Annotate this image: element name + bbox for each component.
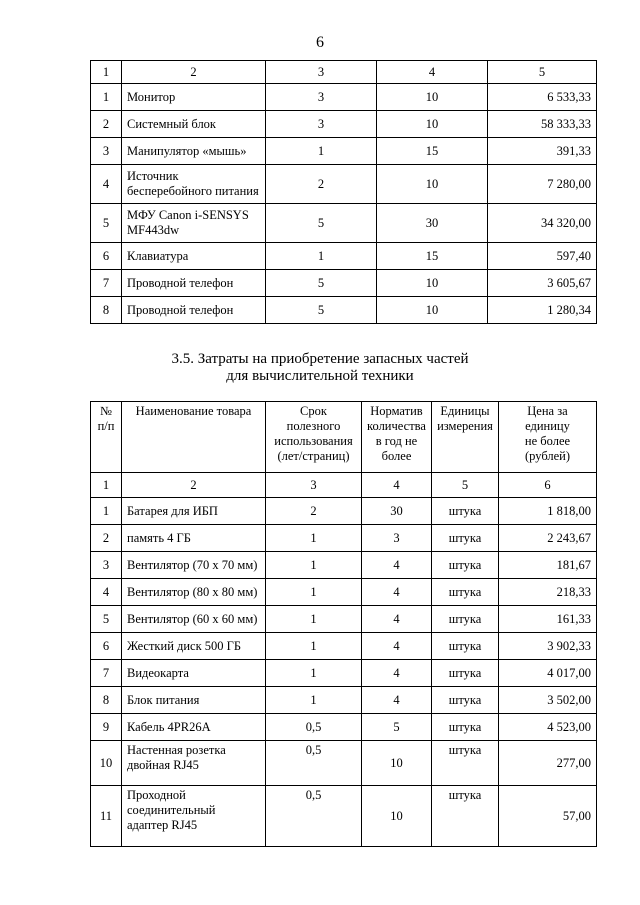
item-name [122,243,266,270]
service-life: 1 [266,552,362,579]
item-name-line: Настенная розетка [127,743,226,757]
quantity-norm: 4 [362,552,432,579]
unit-price: 4 523,00 [499,714,597,741]
unit-price: 57,00 [499,786,597,847]
unit-of-measure: штука [432,786,499,847]
service-life: 5 [266,270,377,297]
item-name-line: MF443dw [127,223,180,237]
service-life: 1 [266,660,362,687]
quantity-norm: 15 [377,243,488,270]
item-name-line: Вентилятор (60 х 60 мм) [127,611,258,626]
quantity-norm: 4 [362,579,432,606]
table-row [91,552,597,579]
table-row [91,297,597,324]
item-name [122,786,266,847]
column-index: 3 [266,473,362,498]
header-price-line: не более [524,434,571,448]
quantity-norm: 15 [377,138,488,165]
header-norm-line: более [381,449,412,463]
item-name [122,204,266,243]
quantity-norm: 10 [362,786,432,847]
item-name-line: Системный блок [127,116,217,131]
header-norm-line: Норматив [370,404,423,418]
header-term-line: использования [274,434,353,448]
item-name [122,660,266,687]
item-name-line: Манипулятор «мышь» [127,143,247,158]
table-row [91,525,597,552]
table-row [91,138,597,165]
header-name-line: Наименование товара [135,404,252,418]
quantity-norm: 30 [362,498,432,525]
service-life: 5 [266,297,377,324]
header-term-line: полезного [286,419,341,433]
item-name [122,687,266,714]
row-number: 8 [91,687,122,714]
row-number: 10 [91,741,122,786]
row-number: 3 [91,552,122,579]
quantity-norm: 10 [377,165,488,204]
item-name [122,165,266,204]
item-name-line: Видеокарта [127,665,189,680]
spare-parts-table [90,401,597,847]
row-number: 6 [91,633,122,660]
header-term-line: (лет/страниц) [277,449,350,463]
service-life: 0,5 [266,786,362,847]
item-name [122,138,266,165]
quantity-norm: 5 [362,714,432,741]
quantity-norm: 4 [362,687,432,714]
item-name-line: Источник [127,169,179,183]
column-index: 6 [499,473,597,498]
unit-price: 2 243,67 [499,525,597,552]
header-norm-line: количества [367,419,426,433]
unit-price: 1 818,00 [499,498,597,525]
row-number: 5 [91,606,122,633]
row-number: 1 [91,84,122,111]
row-number: 4 [91,165,122,204]
unit-price: 3 502,00 [499,687,597,714]
header-num-line: № [100,404,112,418]
table-row [91,786,597,847]
quantity-norm: 10 [377,111,488,138]
section-title-line2: для вычислительной техники [226,368,414,384]
row-number: 6 [91,243,122,270]
quantity-norm: 30 [377,204,488,243]
section-title [0,351,640,385]
item-name-line: МФУ Canon i-SENSYS [127,208,249,222]
item-name-line: память 4 ГБ [127,530,191,545]
item-name-line: двойная RJ45 [127,758,199,772]
item-name-line: Вентилятор (80 х 80 мм) [127,584,258,599]
row-number: 2 [91,111,122,138]
unit-price: 161,33 [499,606,597,633]
item-name [122,552,266,579]
table-row [91,714,597,741]
unit-of-measure: штука [432,525,499,552]
unit-of-measure: штука [432,633,499,660]
unit-price: 181,67 [499,552,597,579]
service-life: 1 [266,525,362,552]
header-term-line: Срок [300,404,327,418]
item-name [122,498,266,525]
header-term [266,402,362,473]
service-life: 3 [266,84,377,111]
unit-price: 7 280,00 [488,165,597,204]
item-name-line: Проходной [127,788,186,802]
unit-price: 4 017,00 [499,660,597,687]
item-name [122,606,266,633]
item-name-line: Батарея для ИБП [127,503,218,518]
service-life: 0,5 [266,714,362,741]
row-number: 8 [91,297,122,324]
header-unit [432,402,499,473]
unit-price: 3 902,33 [499,633,597,660]
table-row [91,165,597,204]
item-name-line: Проводной телефон [127,275,234,290]
service-life: 2 [266,165,377,204]
service-life: 1 [266,138,377,165]
service-life: 5 [266,204,377,243]
item-name-line: Кабель 4PR26A [127,719,211,734]
item-name [122,525,266,552]
header-price-line: Цена за [527,404,568,418]
item-name [122,111,266,138]
header-unit-line: Единицы [440,404,490,418]
header-num-line: п/п [97,419,115,433]
item-name [122,633,266,660]
header-unit-line: измерения [437,419,493,433]
column-index: 1 [91,61,122,84]
quantity-norm: 10 [377,84,488,111]
item-name-line: бесперебойного питания [127,184,259,198]
header-num [91,402,122,473]
unit-of-measure: штука [432,687,499,714]
unit-price: 58 333,33 [488,111,597,138]
unit-price: 597,40 [488,243,597,270]
quantity-norm: 4 [362,660,432,687]
item-name-line: Жесткий диск 500 ГБ [127,638,242,653]
unit-price: 218,33 [499,579,597,606]
page-number: 6 [316,34,324,51]
service-life: 0,5 [266,741,362,786]
item-name-line: Вентилятор (70 х 70 мм) [127,557,258,572]
item-name-line: соединительный [127,803,216,817]
row-number: 11 [91,786,122,847]
service-life: 1 [266,243,377,270]
quantity-norm: 10 [377,297,488,324]
row-number: 3 [91,138,122,165]
quantity-norm: 4 [362,606,432,633]
unit-price: 1 280,34 [488,297,597,324]
quantity-norm: 3 [362,525,432,552]
column-index: 1 [91,473,122,498]
service-life: 1 [266,579,362,606]
unit-of-measure: штука [432,660,499,687]
table-row [91,84,597,111]
service-life: 1 [266,633,362,660]
service-life: 3 [266,111,377,138]
table-row [91,633,597,660]
item-name-line: Клавиатура [127,248,189,263]
column-index: 3 [266,61,377,84]
quantity-norm: 10 [362,741,432,786]
row-number: 1 [91,498,122,525]
item-name-line: Проводной телефон [127,302,234,317]
item-name [122,270,266,297]
table-row [91,204,597,243]
unit-price: 34 320,00 [488,204,597,243]
column-index: 5 [488,61,597,84]
item-name [122,741,266,786]
unit-of-measure: штука [432,498,499,525]
item-name [122,297,266,324]
item-name-line: Блок питания [127,692,200,707]
column-index: 4 [362,473,432,498]
table-row [91,270,597,297]
table-index-row [91,473,597,498]
unit-price: 391,33 [488,138,597,165]
table-row [91,579,597,606]
item-name [122,84,266,111]
row-number: 7 [91,270,122,297]
unit-of-measure: штука [432,714,499,741]
service-life: 2 [266,498,362,525]
header-price [499,402,597,473]
header-norm-line: в год не [375,434,418,448]
column-index: 4 [377,61,488,84]
unit-price: 6 533,33 [488,84,597,111]
row-number: 9 [91,714,122,741]
unit-of-measure: штука [432,741,499,786]
row-number: 5 [91,204,122,243]
table-row [91,606,597,633]
table-row [91,741,597,786]
unit-of-measure: штука [432,606,499,633]
table-header-row [91,402,597,473]
column-index: 5 [432,473,499,498]
header-price-line: единицу [525,419,570,433]
quantity-norm: 10 [377,270,488,297]
table-header-row [91,61,597,84]
row-number: 4 [91,579,122,606]
item-name-line: адаптер RJ45 [127,818,198,832]
item-name [122,714,266,741]
column-index: 2 [122,473,266,498]
unit-of-measure: штука [432,579,499,606]
header-norm [362,402,432,473]
service-life: 1 [266,687,362,714]
table-row [91,243,597,270]
header-price-line: (рублей) [524,449,571,463]
section-title-line1: 3.5. Затраты на приобретение запасных частей [171,351,469,367]
item-name [122,579,266,606]
item-name-line: Монитор [127,89,176,104]
row-number: 2 [91,525,122,552]
table-row [91,660,597,687]
service-life: 1 [266,606,362,633]
unit-price: 277,00 [499,741,597,786]
unit-price: 3 605,67 [488,270,597,297]
quantity-norm: 4 [362,633,432,660]
computer-equipment-table [90,60,597,324]
table-row [91,498,597,525]
unit-of-measure: штука [432,552,499,579]
header-name [122,402,266,473]
row-number: 7 [91,660,122,687]
table-row [91,111,597,138]
table-row [91,687,597,714]
column-index: 2 [122,61,266,84]
